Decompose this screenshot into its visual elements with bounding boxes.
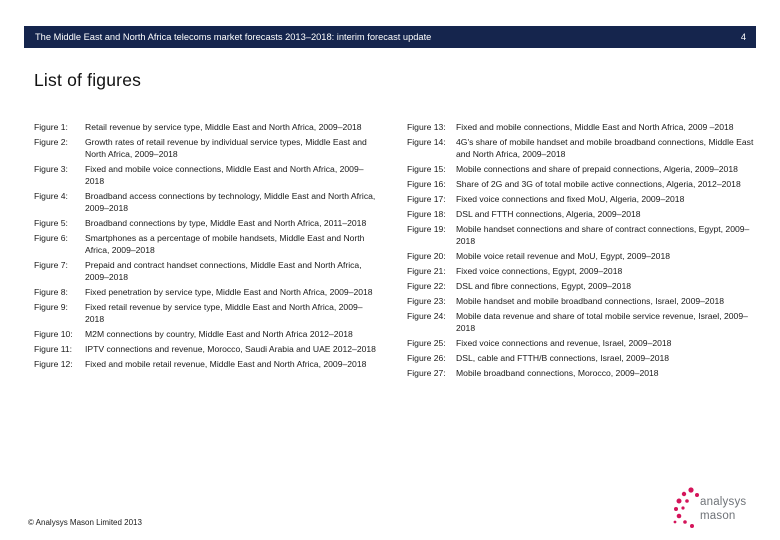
figure-number: Figure 13: bbox=[407, 122, 446, 132]
figure-entry[interactable] bbox=[34, 217, 392, 229]
figure-entry[interactable] bbox=[407, 223, 759, 247]
figure-entry[interactable] bbox=[34, 190, 392, 214]
figure-entry[interactable] bbox=[407, 136, 759, 160]
figure-title: Fixed and mobile voice connections, Middle East and North Africa, 2009–2018 bbox=[85, 164, 364, 186]
figure-title: Fixed and mobile retail revenue, Middle East and North Africa, 2009–2018 bbox=[85, 359, 367, 369]
figure-entry[interactable] bbox=[34, 136, 392, 160]
figure-title: Fixed voice connections and revenue, Israel, 2009–2018 bbox=[456, 338, 672, 348]
figure-entry[interactable] bbox=[407, 178, 759, 190]
figure-number: Figure 12: bbox=[34, 359, 73, 369]
figure-number: Figure 7: bbox=[34, 260, 68, 270]
figure-entry[interactable] bbox=[407, 121, 759, 133]
figure-title: Fixed voice connections and fixed MoU, Algeria, 2009–2018 bbox=[456, 194, 685, 204]
figure-entry[interactable] bbox=[407, 280, 759, 292]
figure-entry[interactable] bbox=[407, 193, 759, 205]
figure-number: Figure 5: bbox=[34, 218, 68, 228]
figure-number: Figure 22: bbox=[407, 281, 446, 291]
figure-entry[interactable] bbox=[407, 250, 759, 262]
logo-text-line1: analysys bbox=[700, 496, 747, 508]
figure-title: Fixed penetration by service type, Middle East and North Africa, 2009–2018 bbox=[85, 287, 373, 297]
figure-list-left bbox=[34, 121, 392, 373]
figure-title: Fixed and mobile connections, Middle East and North Africa, 2009 –2018 bbox=[456, 122, 734, 132]
figure-number: Figure 20: bbox=[407, 251, 446, 261]
figure-title: DSL, cable and FTTH/B connections, Israel, 2009–2018 bbox=[456, 353, 670, 363]
figure-number: Figure 3: bbox=[34, 164, 68, 174]
figure-title: Broadband connections by type, Middle East and North Africa, 2011–2018 bbox=[85, 218, 367, 228]
figure-number: Figure 23: bbox=[407, 296, 446, 306]
figure-title: Prepaid and contract handset connections, Middle East and North Africa, 2009–2018 bbox=[85, 260, 362, 282]
page-title: List of figures bbox=[34, 70, 142, 90]
figure-number: Figure 4: bbox=[34, 191, 68, 201]
figure-number: Figure 26: bbox=[407, 353, 446, 363]
figure-number: Figure 18: bbox=[407, 209, 446, 219]
figure-entry[interactable] bbox=[34, 163, 392, 187]
figure-number: Figure 11: bbox=[34, 344, 73, 354]
header-bar bbox=[24, 26, 756, 48]
figure-title: Smartphones as a percentage of mobile handsets, Middle East and North Africa, 2009–2018 bbox=[85, 233, 365, 255]
figure-title: Growth rates of retail revenue by individual service types, Middle East and North Africa, 2009–2018 bbox=[85, 137, 367, 159]
figure-entry[interactable] bbox=[407, 295, 759, 307]
analysys-mason-logo bbox=[672, 484, 762, 534]
figure-entry[interactable] bbox=[34, 358, 392, 370]
figure-entry[interactable] bbox=[407, 208, 759, 220]
figure-title: Share of 2G and 3G of total mobile active connections, Algeria, 2012–2018 bbox=[456, 179, 741, 189]
figure-entry[interactable] bbox=[407, 163, 759, 175]
figure-entry[interactable] bbox=[34, 286, 392, 298]
figure-number: Figure 16: bbox=[407, 179, 446, 189]
figure-entry[interactable] bbox=[34, 343, 392, 355]
figure-number: Figure 1: bbox=[34, 122, 68, 132]
figure-entry[interactable] bbox=[407, 337, 759, 349]
copyright-notice: © Analysys Mason Limited 2013 bbox=[28, 518, 142, 527]
figure-entry[interactable] bbox=[407, 352, 759, 364]
figure-number: Figure 14: bbox=[407, 137, 446, 147]
figure-title: 4G's share of mobile handset and mobile broadband connections, Middle East and North Africa, 2009–2018 bbox=[456, 137, 754, 159]
figure-number: Figure 9: bbox=[34, 302, 68, 312]
figure-entry[interactable] bbox=[34, 232, 392, 256]
figure-entry[interactable] bbox=[34, 121, 392, 133]
figure-title: Broadband access connections by technology, Middle East and North Africa, 2009–2018 bbox=[85, 191, 376, 213]
figure-number: Figure 19: bbox=[407, 224, 446, 234]
figure-list-right bbox=[407, 121, 759, 382]
figure-number: Figure 21: bbox=[407, 266, 446, 276]
figure-title: Mobile handset connections and share of contract connections, Egypt, 2009–2018 bbox=[456, 224, 750, 246]
figure-entry[interactable] bbox=[34, 301, 392, 325]
figure-title: DSL and fibre connections, Egypt, 2009–2018 bbox=[456, 281, 632, 291]
figure-number: Figure 2: bbox=[34, 137, 68, 147]
figure-number: Figure 17: bbox=[407, 194, 446, 204]
figure-number: Figure 6: bbox=[34, 233, 68, 243]
figure-entry[interactable] bbox=[407, 367, 759, 379]
figure-title: DSL and FTTH connections, Algeria, 2009–2018 bbox=[456, 209, 641, 219]
figure-title: Retail revenue by service type, Middle East and North Africa, 2009–2018 bbox=[85, 122, 362, 132]
figure-entry[interactable] bbox=[34, 328, 392, 340]
figure-title: Mobile handset and mobile broadband connections, Israel, 2009–2018 bbox=[456, 296, 725, 306]
logo-text-line2: mason bbox=[700, 510, 736, 522]
figure-number: Figure 24: bbox=[407, 311, 446, 321]
document-title: The Middle East and North Africa telecoms market forecasts 2013–2018: interim forecast update bbox=[35, 32, 432, 42]
figure-number: Figure 10: bbox=[34, 329, 73, 339]
figure-number: Figure 25: bbox=[407, 338, 446, 348]
figure-title: IPTV connections and revenue, Morocco, Saudi Arabia and UAE 2012–2018 bbox=[85, 344, 376, 354]
figure-entry[interactable] bbox=[407, 310, 759, 334]
figure-entry[interactable] bbox=[407, 265, 759, 277]
figure-title: Mobile voice retail revenue and MoU, Egypt, 2009–2018 bbox=[456, 251, 671, 261]
figure-title: Fixed voice connections, Egypt, 2009–2018 bbox=[456, 266, 623, 276]
figure-title: Mobile data revenue and share of total mobile service revenue, Israel, 2009–2018 bbox=[456, 311, 748, 333]
figure-title: Fixed retail revenue by service type, Middle East and North Africa, 2009–2018 bbox=[85, 302, 363, 324]
figure-entry[interactable] bbox=[34, 259, 392, 283]
figure-title: M2M connections by country, Middle East and North Africa 2012–2018 bbox=[85, 329, 353, 339]
figure-number: Figure 8: bbox=[34, 287, 68, 297]
page-number: 4 bbox=[740, 32, 746, 42]
figure-number: Figure 27: bbox=[407, 368, 446, 378]
figure-title: Mobile broadband connections, Morocco, 2009–2018 bbox=[456, 368, 659, 378]
figure-title: Mobile connections and share of prepaid connections, Algeria, 2009–2018 bbox=[456, 164, 738, 174]
figure-number: Figure 15: bbox=[407, 164, 446, 174]
